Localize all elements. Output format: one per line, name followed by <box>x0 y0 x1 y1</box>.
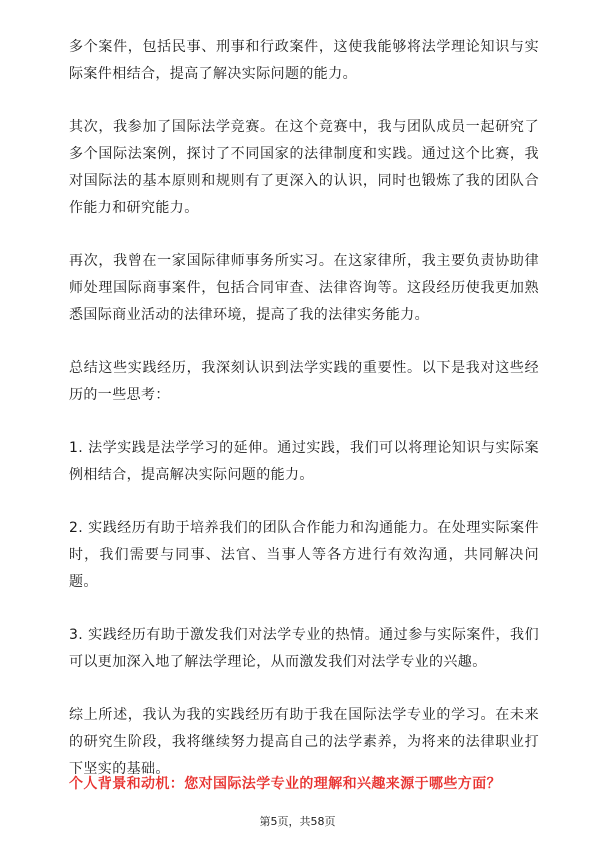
list-item-3: 3. 实践经历有助于激发我们对法学专业的热情。通过参与实际案件，我们可以更加深入地了解法学理论，从而激发我们对法学专业的兴趣。 <box>69 627 539 670</box>
paragraph-law-firm-internship: 再次，我曾在一家国际律师事务所实习。在这家律所，我主要负责协助律师处理国际商事案件，包括合同审查、法律咨询等。这段经历使我更加熟悉国际商业活动的法律环境，提高了我的法律实务能力。 <box>69 253 539 323</box>
list-item-2: 2. 实践经历有助于培养我们的团队合作能力和沟通能力。在处理实际案件时，我们需要与同事、法官、当事人等各方进行有效沟通，共同解决问题。 <box>69 520 539 590</box>
page-number: 第5页，共58页 <box>259 815 336 828</box>
section-question-heading: 个人背景和动机：您对国际法学专业的理解和兴趣来源于哪些方面？ <box>69 776 501 792</box>
paragraph-conclusion: 综上所述，我认为我的实践经历有助于我在国际法学专业的学习。在未来的研究生阶段，我将继续努力提高自己的法学素养，为将来的法律职业打下坚实的基础。 <box>69 707 539 777</box>
paragraph-continued-cases: 多个案件，包括民事、刑事和行政案件，这使我能够将法学理论知识与实际案件相结合，提高了解决实际问题的能力。 <box>69 39 539 82</box>
paragraph-summary-intro: 总结这些实践经历，我深刻认识到法学实践的重要性。以下是我对这些经历的一些思考： <box>69 360 539 403</box>
document-body <box>69 34 539 783</box>
paragraph-international-moot: 其次，我参加了国际法学竞赛。在这个竞赛中，我与团队成员一起研究了多个国际法案例，探讨了不同国家的法律制度和实践。通过这个比赛，我对国际法的基本原则和规则有了更深入的认识，同时也锻炼了我的团队合作能力和研究能力。 <box>69 119 539 216</box>
list-item-1: 1. 法学实践是法学学习的延伸。通过实践，我们可以将理论知识与实际案例相结合，提高解决实际问题的能力。 <box>69 440 539 483</box>
